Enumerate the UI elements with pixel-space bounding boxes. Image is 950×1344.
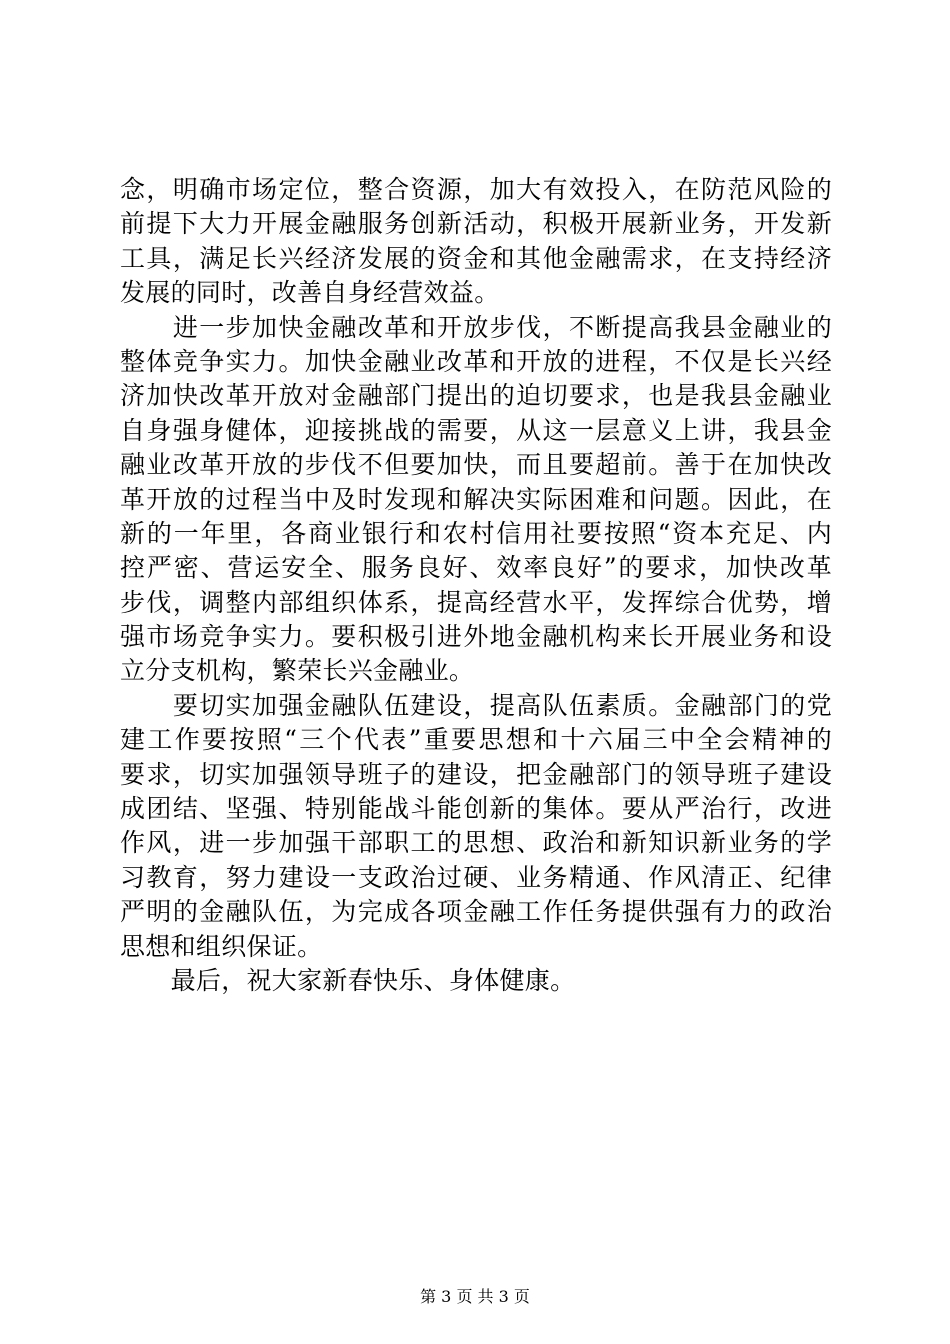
document-body <box>120 173 832 998</box>
text-line: 革开放的过程当中及时发现和解决实际困难和问题。因此，在 <box>120 484 832 514</box>
text-line: 控严密、营运安全、服务良好、效率良好”的要求，加快改革 <box>120 553 832 583</box>
text-line: 强市场竞争实力。要积极引进外地金融机构来长开展业务和设 <box>120 622 832 652</box>
text-line: 整体竞争实力。加快金融业改革和开放的进程，不仅是长兴经 <box>120 346 832 376</box>
text-line: 要切实加强金融队伍建设，提高队伍素质。金融部门的党 <box>120 690 832 720</box>
text-line: 思想和组织保证。 <box>120 931 323 961</box>
text-line: 新的一年里，各商业银行和农村信用社要按照“资本充足、内 <box>120 518 832 548</box>
text-line: 最后，祝大家新春快乐、身体健康。 <box>120 965 576 995</box>
text-line: 发展的同时，改善自身经营效益。 <box>120 278 500 308</box>
text-line: 前提下大力开展金融服务创新活动，积极开展新业务，开发新 <box>120 209 832 239</box>
text-line: 自身强身健体，迎接挑战的需要，从这一层意义上讲，我县金 <box>120 415 832 445</box>
text-line: 念，明确市场定位，整合资源，加大有效投入，在防范风险的 <box>120 175 832 204</box>
text-line: 进一步加快金融改革和开放步伐，不断提高我县金融业的 <box>120 312 832 342</box>
text-line: 步伐，调整内部组织体系，提高经营水平，发挥综合优势，增 <box>120 587 832 617</box>
text-line: 融业改革开放的步伐不但要加快，而且要超前。善于在加快改 <box>120 450 832 480</box>
text-line: 成团结、坚强、特别能战斗能创新的集体。要从严治行，改进 <box>120 794 832 824</box>
text-line: 建工作要按照“三个代表”重要思想和十六届三中全会精神的 <box>120 725 832 755</box>
page-footer: 第 3 页 共 3 页 <box>420 1287 530 1306</box>
text-line: 作风，进一步加强干部职工的思想、政治和新知识新业务的学 <box>120 828 832 858</box>
text-line: 严明的金融队伍，为完成各项金融工作任务提供强有力的政治 <box>120 897 832 927</box>
text-line: 要求，切实加强领导班子的建设，把金融部门的领导班子建设 <box>120 759 832 789</box>
text-line: 习教育，努力建设一支政治过硬、业务精通、作风清正、纪律 <box>120 862 832 892</box>
text-line: 济加快改革开放对金融部门提出的迫切要求，也是我县金融业 <box>120 381 832 411</box>
text-line: 立分支机构，繁荣长兴金融业。 <box>120 656 475 686</box>
text-line: 工具，满足长兴经济发展的资金和其他金融需求，在支持经济 <box>120 243 832 273</box>
